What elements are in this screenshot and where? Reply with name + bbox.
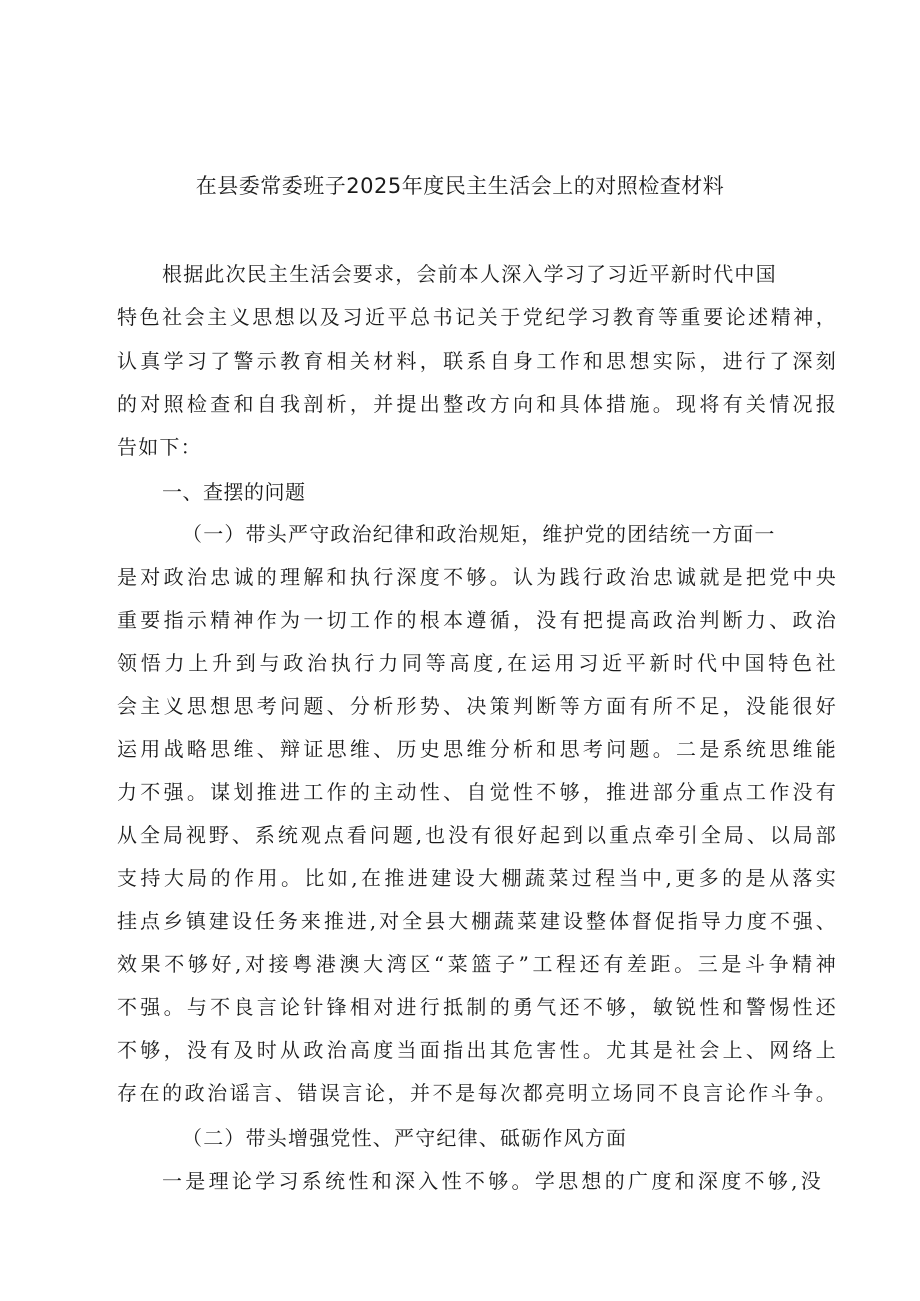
body-line: 重要指示精神作为一切工作的根本遵循，没有把提高政治判断力、政治 — [117, 608, 837, 632]
body-line: 特色社会主义思想以及习近平总书记关于党纪学习教育等重要论述精神， — [117, 305, 837, 329]
body-line: 一是理论学习系统性和深入性不够。学思想的广度和深度不够,没 — [162, 1169, 822, 1193]
body-line: 是对政治忠诚的理解和执行深度不够。认为践行政治忠诚就是把党中央 — [117, 565, 837, 589]
body-line: 力不强。谋划推进工作的主动性、自觉性不够，推进部分重点工作没有 — [117, 780, 837, 804]
body-line: 存在的政治谣言、错误言论，并不是每次都亮明立场同不良言论作斗争。 — [117, 1081, 837, 1105]
body-line: 从全局视野、系统观点看问题,也没有很好起到以重点牵引全局、以局部 — [117, 823, 837, 847]
body-line: 认真学习了警示教育相关材料，联系自身工作和思想实际，进行了深刻 — [117, 349, 837, 373]
body-line: 运用战略思维、辩证思维、历史思维分析和思考问题。二是系统思维能 — [117, 737, 837, 761]
body-line: 会主义思想思考问题、分析形势、决策判断等方面有所不足，没能很好 — [117, 694, 837, 718]
subsection-heading: （一）带头严守政治纪律和政治规矩，维护党的团结统一方面一 — [182, 522, 776, 546]
body-line: 根据此次民主生活会要求，会前本人深入学习了习近平新时代中国 — [162, 262, 777, 286]
body-line: 支持大局的作用。比如,在推进建设大棚蔬菜过程当中,更多的是从落实 — [117, 866, 837, 890]
body-line: 告如下： — [117, 435, 202, 459]
body-line: 的对照检查和自我剖析，并提出整改方向和具体措施。现将有关情况报 — [117, 392, 837, 416]
subsection-heading: （二）带头增强党性、严守纪律、砥砺作风方面 — [182, 1126, 628, 1150]
body-line: 不强。与不良言论针锋相对进行抵制的勇气还不够，敏锐性和警惕性还 — [117, 995, 837, 1019]
body-line: 领悟力上升到与政治执行力同等高度,在运用习近平新时代中国特色社 — [117, 651, 837, 675]
body-line: 不够，没有及时从政治高度当面指出其危害性。尤其是社会上、网络上 — [117, 1038, 837, 1062]
body-line: 挂点乡镇建设任务来推进,对全县大棚蔬菜建设整体督促指导力度不强、 — [117, 909, 837, 933]
body-line: 效果不够好,对接粤港澳大湾区“菜篮子”工程还有差距。三是斗争精神 — [117, 952, 837, 976]
document-title: 在县委常委班子2025年度民主生活会上的对照检查材料 — [195, 174, 725, 198]
section-heading: 一、查摆的问题 — [162, 480, 306, 504]
